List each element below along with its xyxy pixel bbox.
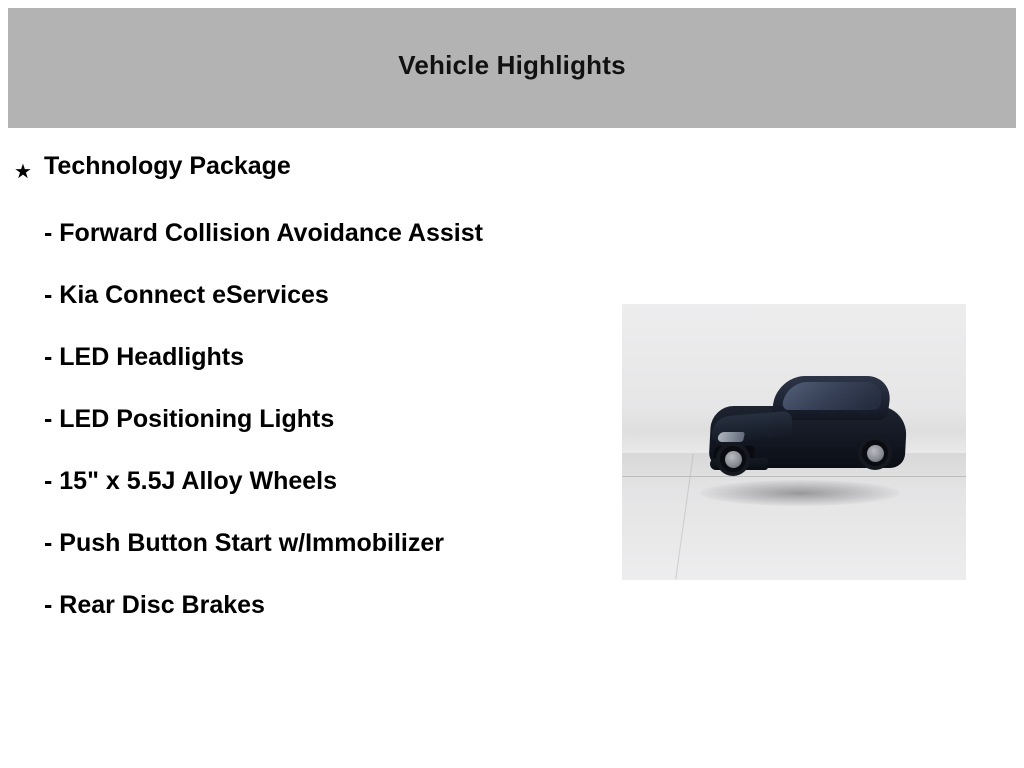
header-band [8, 8, 1016, 128]
list-item: - LED Positioning Lights [44, 405, 335, 433]
car-headlight [717, 432, 745, 442]
package-title: Technology Package [44, 152, 291, 180]
star-icon: ★ [14, 161, 32, 183]
car-illustration [710, 370, 906, 488]
package-heading [14, 152, 291, 182]
car-wheel-rear [858, 436, 892, 470]
list-item: - Push Button Start w/Immobilizer [44, 529, 445, 557]
list-item: - 15" x 5.5J Alloy Wheels [44, 467, 337, 495]
list-item: - LED Headlights [44, 343, 245, 371]
wheel-rim [725, 451, 742, 468]
list-item: - Kia Connect eServices [44, 281, 329, 309]
list-item: - Forward Collision Avoidance Assist [44, 219, 483, 247]
feature-list [44, 218, 564, 652]
vehicle-photo [622, 304, 966, 580]
car-windshield [782, 382, 885, 410]
list-item: - Rear Disc Brakes [44, 591, 265, 619]
wheel-rim [867, 445, 884, 462]
slide-content [0, 128, 1024, 768]
car-wheel-front [716, 442, 750, 476]
page-title: Vehicle Highlights [398, 49, 626, 80]
